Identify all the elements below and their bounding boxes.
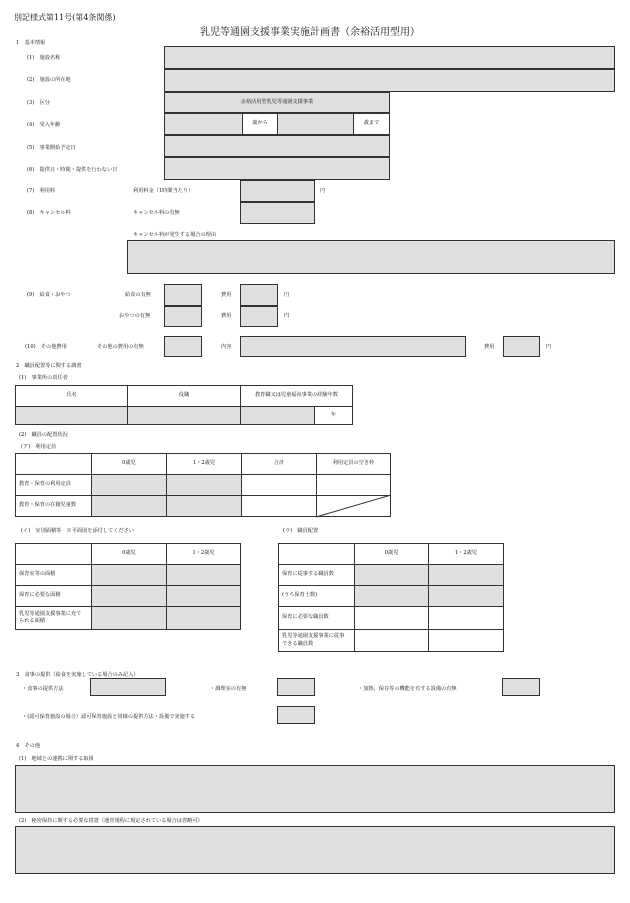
service-days-label: (6) 提供日・時間・提供を行わない日: [27, 167, 118, 173]
staff-header-1: [428, 543, 504, 565]
staff-cell-0-1[interactable]: [428, 564, 504, 586]
other-cost-label: 費用: [484, 344, 495, 350]
cancel-reason-label: キャンセル料が発生する場合の理由: [133, 232, 217, 238]
capacity-cell-0-1[interactable]: [166, 474, 242, 496]
resp-header-role: [127, 385, 241, 407]
diagonal-slash: [316, 495, 391, 517]
category-field: [164, 92, 390, 113]
snack-cost-field[interactable]: [240, 306, 278, 327]
area-cell-0-0[interactable]: [91, 564, 167, 586]
area-header-1-text: 1・2歳児: [192, 550, 215, 557]
area-row-1-text: 保育に必要な面積: [19, 592, 61, 599]
area-header-0: [91, 543, 167, 565]
area-row-0-text: 保育室等の面積: [19, 571, 56, 578]
page-title: 乳児等通園支援事業実施計画書（余裕活用型用）: [200, 27, 420, 38]
facility-address-field[interactable]: [164, 69, 615, 92]
age-from-field[interactable]: [164, 113, 243, 135]
fee-label: (7) 利用料: [27, 188, 56, 194]
capacity-header-3: [316, 453, 391, 475]
other-fees-sub-label: その他の費用の有無: [97, 344, 144, 350]
meal-cost-unit: 円: [284, 292, 290, 298]
heating-label: ・加熱、保存等の機能を有する設備の有無: [358, 686, 457, 692]
capacity-cell-0-2[interactable]: [241, 474, 317, 496]
resp-year-text: 年: [330, 411, 337, 418]
capacity-row-label-0: [15, 474, 92, 496]
fee-unit: 円: [320, 188, 326, 194]
area-row-label-0: [15, 564, 92, 586]
staff-row-1-text: (うち保育士数): [282, 592, 318, 599]
capacity-cell-0-0[interactable]: [91, 474, 167, 496]
meal-sub-label: 給食の有無: [125, 292, 151, 298]
area-row-2-text: 乳児等通園支援事業に充てられる面積: [19, 610, 82, 624]
resp-header-years: [240, 385, 353, 407]
resp-years-field[interactable]: [240, 406, 315, 425]
staff-header-0: [354, 543, 429, 565]
confidential-label: (2) 秘密保持に関する必要な措置（運営規程に規定されている場合は省略可）: [19, 818, 203, 824]
staff-row-label-1: [278, 585, 355, 607]
capacity-header-2-text: 合計: [273, 460, 285, 467]
staff-corner: [278, 543, 355, 565]
staff-cell-3-1[interactable]: [428, 629, 504, 652]
facility-name-field[interactable]: [164, 46, 615, 69]
staff-row-2-text: 保育に必要な職員数: [282, 614, 329, 621]
meal-cost-field[interactable]: [240, 284, 278, 306]
staff-cell-2-0[interactable]: [354, 606, 429, 630]
cancel-sub-label: キャンセル料の有無: [133, 210, 180, 216]
capacity-header-0: [91, 453, 167, 475]
capacity-row-label-1: [15, 495, 92, 517]
meal-method-label: ・食事の提供方法: [22, 686, 64, 692]
fee-sub-label: 利用料金（1時間当たり）: [133, 188, 194, 194]
form-number: 別記様式第11号(第4条関係): [14, 13, 116, 22]
resp-header-role-text: 役職: [178, 392, 190, 399]
capacity-cell-1-0[interactable]: [91, 495, 167, 517]
staff-row-label-0: [278, 564, 355, 586]
cancel-reason-field[interactable]: [127, 240, 615, 274]
age-label: (4) 受入年齢: [27, 122, 61, 128]
area-cell-1-0[interactable]: [91, 585, 167, 607]
area-header-1: [166, 543, 241, 565]
area-corner: [15, 543, 92, 565]
kitchen-field[interactable]: [277, 678, 315, 696]
area-cell-2-1[interactable]: [166, 606, 241, 630]
other-cost-field[interactable]: [503, 336, 540, 357]
cancel-label: (8) キャンセル料: [27, 210, 71, 216]
age-from-text: 歳から: [252, 120, 268, 127]
resp-years-unit: [314, 406, 353, 425]
staff-row-0-text: 保育に従事する職員数: [282, 571, 334, 578]
capacity-row-0-text: 教育・保育の利用定員: [19, 481, 71, 488]
capacity-header-2: [241, 453, 317, 475]
age-from-unit: [243, 113, 277, 135]
responsible-sub-heading: (1) 事業所の責任者: [19, 375, 68, 381]
content-field[interactable]: [240, 336, 466, 357]
area-cell-2-0[interactable]: [91, 606, 167, 630]
other-fees-field[interactable]: [164, 336, 202, 357]
resp-header-years-text: 教育職又は児童福祉事業の経験年数: [254, 392, 338, 399]
capacity-header-1: [166, 453, 242, 475]
staff-cell-0-0[interactable]: [354, 564, 429, 586]
staff-sub-heading: (ウ) 職員配置: [283, 528, 319, 534]
meal-method-field[interactable]: [90, 678, 166, 696]
certified-field[interactable]: [277, 706, 315, 724]
capacity-sub-heading: (ア) 利用定員: [21, 444, 57, 450]
other-cost-unit: 円: [546, 344, 552, 350]
heating-field[interactable]: [502, 678, 540, 696]
kitchen-label: ・調理室の有無: [210, 686, 247, 692]
staff-row-3-text: 乳児等通園支援事業に従事できる職員数: [282, 633, 345, 647]
meal-cost-label: 費用: [221, 292, 232, 298]
category-label: (3) 区分: [27, 100, 50, 106]
start-date-field[interactable]: [164, 135, 390, 157]
section4-heading: 4 その他: [16, 743, 41, 749]
section2-heading: 2 職員配置等に関する調書: [16, 363, 82, 369]
staff-cell-1-0[interactable]: [354, 585, 429, 607]
capacity-corner: [15, 453, 92, 475]
fee-field[interactable]: [240, 180, 315, 202]
meals-label: (9) 給食・おやつ: [27, 292, 71, 298]
confidential-field[interactable]: [15, 826, 615, 874]
area-sub-heading: (イ) 室別面積等 ※平面図を添付してください: [21, 528, 134, 534]
area-header-0-text: 0歳児: [122, 550, 136, 557]
snack-cost-unit: 円: [284, 313, 290, 319]
facility-address-label: (2) 施設の所在地: [27, 77, 71, 83]
area-row-label-2: [15, 606, 92, 630]
area-row-label-1: [15, 585, 92, 607]
snack-sub-label: おやつの有無: [119, 313, 151, 319]
resp-header-name-text: 氏名: [66, 392, 77, 399]
capacity-cell-1-2[interactable]: [241, 495, 317, 517]
capacity-header-0-text: 0歳児: [122, 460, 136, 467]
community-label: (1) 地域との連携に関する取組: [19, 756, 94, 762]
resp-name-field[interactable]: [15, 406, 128, 425]
service-days-field[interactable]: [164, 157, 390, 180]
staffing-sub-heading: (2) 職員の配置状況: [19, 432, 68, 438]
snack-cost-label: 費用: [221, 313, 232, 319]
other-fees-label: (10) その他費用: [25, 344, 67, 350]
age-to-text: 歳まで: [363, 120, 380, 127]
staff-row-label-2: [278, 606, 355, 630]
snack-field[interactable]: [164, 306, 202, 327]
category-value: 余裕活用型乳児等通園支援事業: [240, 98, 314, 105]
community-field[interactable]: [15, 765, 615, 813]
staff-row-label-3: [278, 629, 355, 652]
cancel-field[interactable]: [240, 202, 315, 224]
staff-header-0-text: 0歳児: [384, 550, 399, 557]
resp-role-field[interactable]: [127, 406, 241, 425]
resp-header-name: [15, 385, 128, 407]
meal-field[interactable]: [164, 284, 202, 306]
capacity-header-1-text: 1・2歳児: [192, 460, 216, 467]
certified-label: ・(認可保育施設の場合）認可保育施設と同様の提供方法・設備で実施する: [22, 714, 196, 720]
staff-cell-2-1[interactable]: [428, 606, 504, 630]
section3-heading: 3 食事の提供（給食を実施している場合のみ記入）: [16, 672, 139, 678]
age-to-field[interactable]: [277, 113, 354, 135]
area-cell-0-1[interactable]: [166, 564, 241, 586]
staff-cell-3-0[interactable]: [354, 629, 429, 652]
facility-name-label: (1) 施設名称: [27, 55, 61, 61]
age-to-unit: [354, 113, 390, 135]
content-label: 内容: [221, 344, 232, 350]
start-date-label: (5) 事業開始予定日: [27, 145, 76, 151]
staff-cell-1-1[interactable]: [428, 585, 504, 607]
capacity-cell-1-1[interactable]: [166, 495, 242, 517]
staff-header-1-text: 1・2歳児: [454, 550, 478, 557]
section1-heading: 1 基本情報: [16, 40, 46, 46]
capacity-row-1-text: 教育・保育の在籍児童数: [19, 502, 77, 509]
capacity-header-3-text: 利用定員の空き枠: [332, 460, 375, 467]
area-cell-1-1[interactable]: [166, 585, 241, 607]
capacity-cell-0-3[interactable]: [316, 474, 391, 496]
